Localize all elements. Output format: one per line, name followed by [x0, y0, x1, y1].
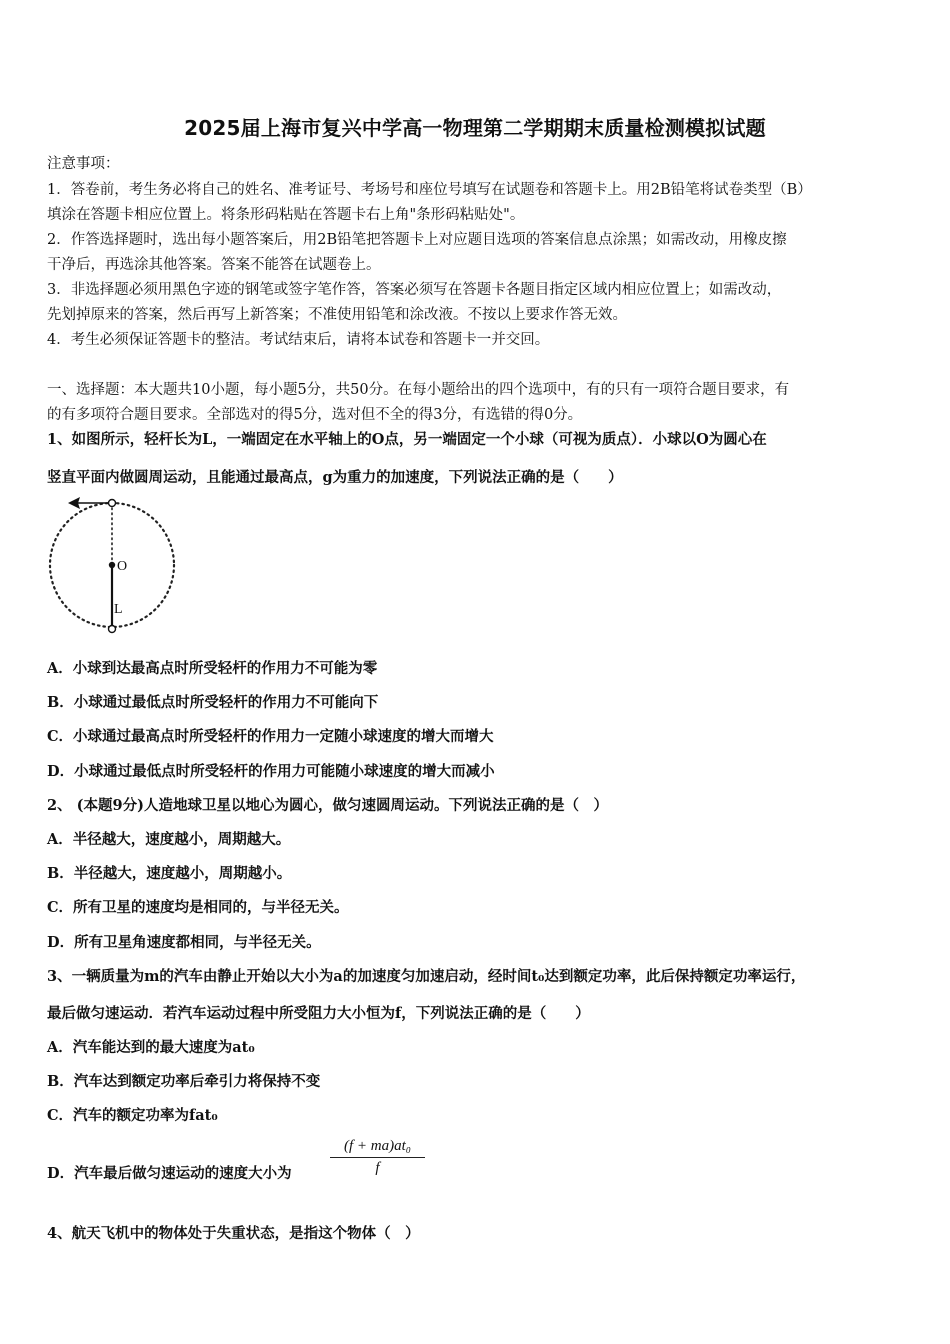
question-2-option-d[interactable]: D．所有卫星角速度都相同，与半径无关。	[47, 934, 321, 951]
question-1-stem: 竖直平面内做圆周运动，且能通过最高点，g为重力的加速度，下列说法正确的是（ ）	[47, 469, 623, 486]
fraction-bar	[330, 1157, 425, 1158]
page-title: 2025届上海市复兴中学高一物理第二学期期末质量检测模拟试题	[184, 116, 766, 140]
ball-bottom	[109, 626, 116, 633]
notice-line: 先划掉原来的答案，然后再写上新答案；不准使用铅笔和涂改液。不按以上要求作答无效。	[47, 307, 627, 323]
question-3-option-a[interactable]: A．汽车能达到的最大速度为at₀	[47, 1039, 255, 1056]
question-3-stem: 最后做匀速运动．若汽车运动过程中所受阻力大小恒为f，下列说法正确的是（ ）	[47, 1005, 590, 1022]
velocity-formula	[330, 1138, 425, 1188]
question-3-option-d[interactable]: D．汽车最后做匀速运动的速度大小为	[47, 1165, 292, 1182]
formula-numerator: (f + ma)at₀	[344, 1138, 411, 1154]
question-1-option-a[interactable]: A．小球到达最高点时所受轻杆的作用力不可能为零	[47, 660, 378, 677]
notice-line: 干净后，再选涂其他答案。答案不能答在试题卷上。	[47, 257, 381, 273]
question-2-option-c[interactable]: C．所有卫星的速度均是相同的，与半径无关。	[47, 899, 349, 916]
circle-diagram	[44, 492, 184, 637]
question-3-option-b[interactable]: B．汽车达到额定功率后牵引力将保持不变	[47, 1073, 321, 1090]
notice-line: 2．作答选择题时，选出每小题答案后，用2B铅笔把答题卡上对应题目选项的答案信息点涂黑；如需改动，用橡皮擦	[47, 232, 787, 248]
question-1-option-b[interactable]: B．小球通过最低点时所受轻杆的作用力不可能向下	[47, 694, 379, 711]
question-3-stem: 3、一辆质量为m的汽车由静止开始以大小为a的加速度匀加速启动，经时间t₀达到额定功率，此后保持额定功率运行，	[47, 968, 806, 985]
question-2-option-a[interactable]: A．半径越大，速度越小，周期越大。	[47, 831, 291, 848]
notice-heading: 注意事项：	[47, 156, 120, 172]
question-2-stem: 2、 (本题9分)人造地球卫星以地心为圆心，做匀速圆周运动。下列说法正确的是（ ）	[47, 797, 608, 814]
notice-line: 3．非选择题必须用黑色字迹的钢笔或签字笔作答，答案必须写在答题卡各题目指定区域内相应位置上；如需改动，	[47, 282, 782, 298]
question-4-stem: 4、航天飞机中的物体处于失重状态，是指这个物体（ ）	[47, 1225, 420, 1242]
question-1-option-d[interactable]: D．小球通过最低点时所受轻杆的作用力可能随小球速度的增大而减小	[47, 763, 495, 780]
section-instruction: 一、选择题：本大题共10小题，每小题5分，共50分。在每小题给出的四个选项中，有的只有一项符合题目要求，有	[47, 382, 790, 398]
question-1-stem: 1、如图所示，轻杆长为L，一端固定在水平轴上的O点，另一端固定一个小球（可视为质点）．小球以O为圆心在	[47, 431, 767, 448]
notice-line: 1．答卷前，考生务必将自己的姓名、准考证号、考场号和座位号填写在试题卷和答题卡上。用2B铅笔将试卷类型（B）	[47, 182, 812, 198]
notice-line: 填涂在答题卡相应位置上。将条形码粘贴在答题卡右上角"条形码粘贴处"。	[47, 207, 525, 223]
notice-line: 4．考生必须保证答题卡的整洁。考试结束后，请将本试卷和答题卡一并交回。	[47, 332, 550, 348]
question-2-option-b[interactable]: B．半径越大，速度越小，周期越小。	[47, 865, 292, 882]
pivot-point	[109, 562, 115, 568]
label-o: O	[117, 559, 128, 574]
section-instruction: 的有多项符合题目要求。全部选对的得5分，选对但不全的得3分，有选错的得0分。	[47, 407, 583, 423]
formula-denominator: f	[375, 1160, 380, 1176]
circular-motion-figure	[44, 492, 184, 637]
question-1-option-c[interactable]: C．小球通过最高点时所受轻杆的作用力一定随小球速度的增大而增大	[47, 728, 494, 745]
label-l: L	[114, 602, 123, 617]
question-3-option-c[interactable]: C．汽车的额定功率为fat₀	[47, 1107, 218, 1124]
ball-top	[109, 500, 116, 507]
